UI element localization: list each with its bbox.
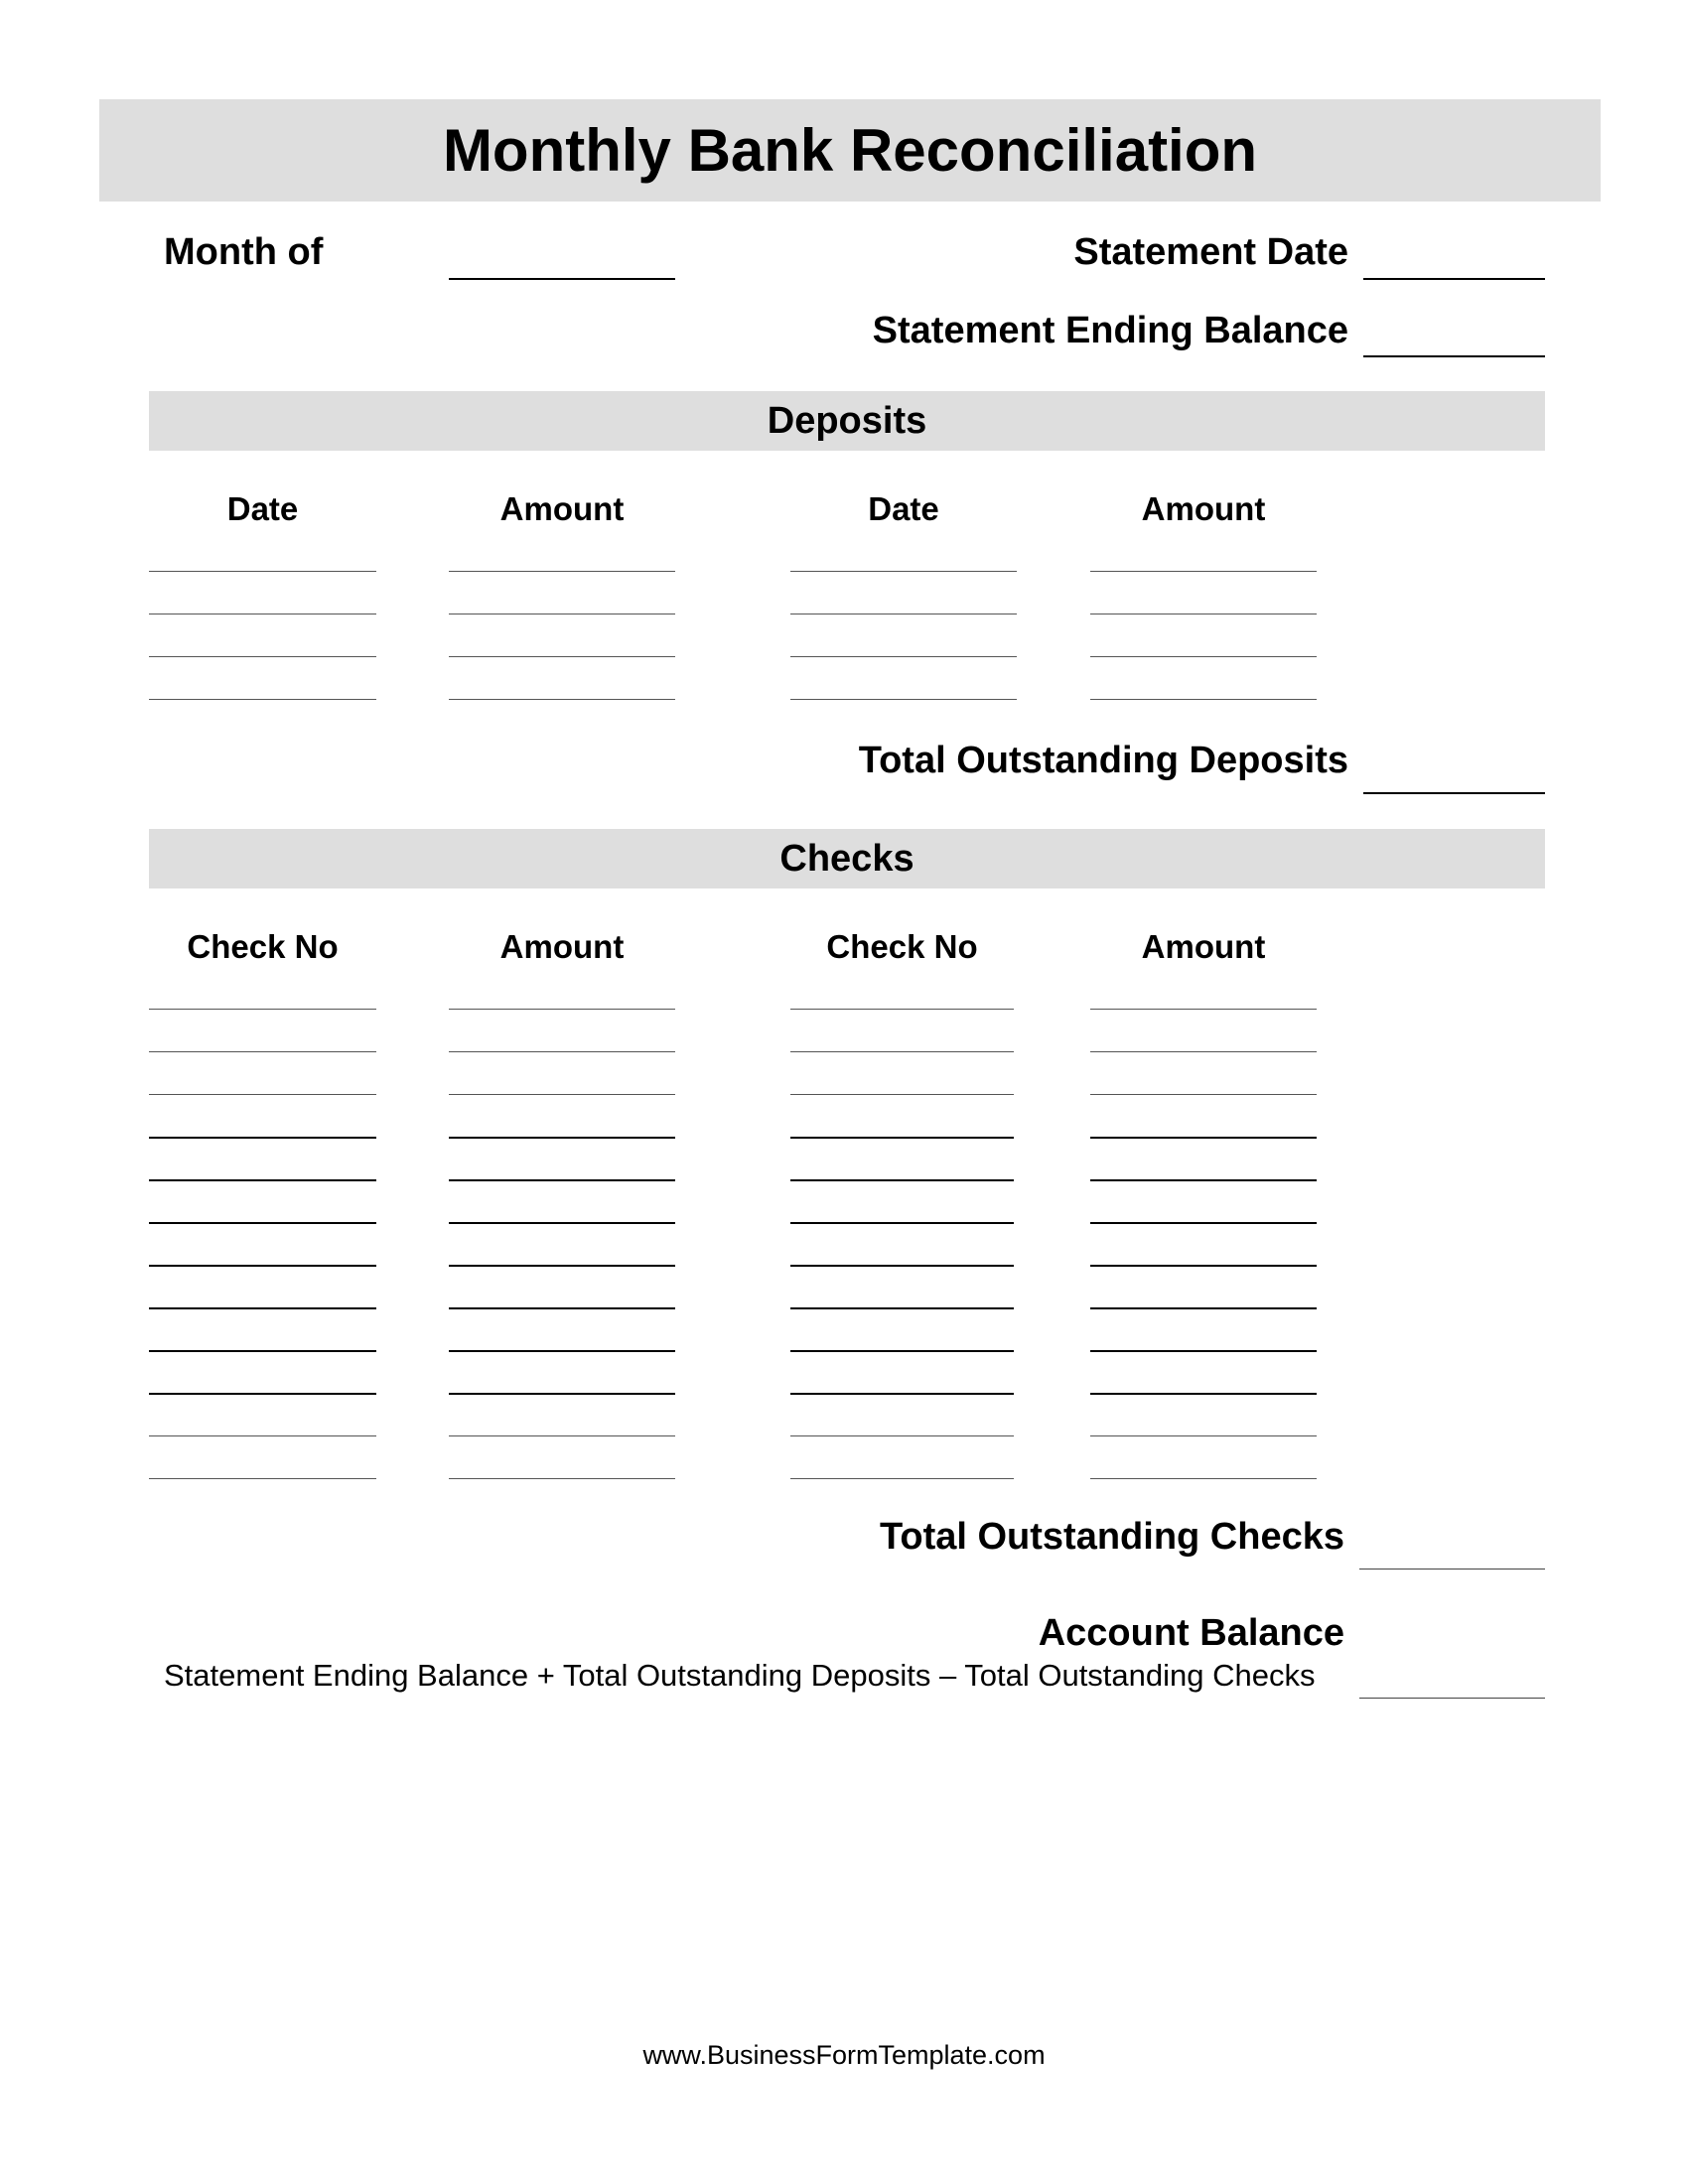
checks-entry-line[interactable] [790, 1435, 1014, 1436]
deposits-section-title: Deposits [767, 400, 927, 442]
deposits-entry-line[interactable] [790, 699, 1017, 700]
total-outstanding-deposits-label: Total Outstanding Deposits [858, 740, 1348, 781]
checks-entry-line[interactable] [149, 1478, 376, 1479]
deposits-col-date-1: Date [226, 490, 299, 527]
deposits-entry-line[interactable] [449, 699, 675, 700]
checks-entry-line[interactable] [449, 1094, 675, 1095]
deposits-entry-line[interactable] [790, 571, 1017, 572]
checks-entry-line[interactable] [1090, 1137, 1317, 1139]
statement-ending-balance-label: Statement Ending Balance [872, 310, 1348, 351]
checks-entry-line[interactable] [449, 1265, 675, 1267]
checks-entry-line[interactable] [449, 1350, 675, 1352]
checks-entry-line[interactable] [1090, 1009, 1317, 1010]
month-of-field[interactable] [449, 278, 675, 280]
checks-entry-line[interactable] [790, 1137, 1014, 1139]
checks-entry-line[interactable] [790, 1051, 1014, 1052]
checks-entry-line[interactable] [449, 1307, 675, 1309]
checks-col-amount-2: Amount [1141, 928, 1266, 965]
total-outstanding-deposits-field[interactable] [1363, 792, 1545, 794]
checks-entry-line[interactable] [149, 1137, 376, 1139]
checks-entry-line[interactable] [1090, 1478, 1317, 1479]
deposits-entry-line[interactable] [449, 571, 675, 572]
checks-entry-line[interactable] [790, 1307, 1014, 1309]
checks-entry-line[interactable] [149, 1009, 376, 1010]
checks-entry-line[interactable] [790, 1179, 1014, 1181]
checks-entry-line[interactable] [1090, 1179, 1317, 1181]
account-balance-formula: Statement Ending Balance + Total Outstanding Deposits – Total Outstanding Checks [164, 1658, 1316, 1693]
checks-entry-line[interactable] [790, 1393, 1014, 1395]
checks-entry-line[interactable] [790, 1350, 1014, 1352]
checks-entry-line[interactable] [449, 1478, 675, 1479]
deposits-entry-line[interactable] [790, 656, 1017, 657]
checks-entry-line[interactable] [149, 1435, 376, 1436]
checks-entry-line[interactable] [1090, 1222, 1317, 1224]
page-title: Monthly Bank Reconciliation [442, 117, 1258, 184]
deposits-entry-line[interactable] [149, 571, 376, 572]
checks-entry-line[interactable] [149, 1094, 376, 1095]
footer-url: www.BusinessFormTemplate.com [642, 2040, 1046, 2070]
checks-entry-line[interactable] [1090, 1435, 1317, 1436]
checks-entry-line[interactable] [790, 1478, 1014, 1479]
checks-entry-line[interactable] [790, 1094, 1014, 1095]
total-outstanding-checks-label: Total Outstanding Checks [879, 1516, 1344, 1558]
checks-entry-line[interactable] [449, 1435, 675, 1436]
checks-entry-line[interactable] [149, 1393, 376, 1395]
checks-entry-line[interactable] [449, 1137, 675, 1139]
checks-entry-line[interactable] [449, 1179, 675, 1181]
checks-entry-line[interactable] [149, 1179, 376, 1181]
checks-entry-line[interactable] [1090, 1094, 1317, 1095]
statement-ending-balance-field[interactable] [1363, 355, 1545, 357]
checks-entry-line[interactable] [790, 1222, 1014, 1224]
account-balance-field[interactable] [1359, 1698, 1545, 1699]
checks-entry-line[interactable] [1090, 1393, 1317, 1395]
checks-col-check-no-1: Check No [187, 928, 339, 965]
account-balance-label: Account Balance [1038, 1612, 1344, 1654]
checks-section-title: Checks [779, 838, 914, 880]
deposits-entry-line[interactable] [1090, 571, 1317, 572]
deposits-entry-line[interactable] [149, 699, 376, 700]
checks-entry-line[interactable] [790, 1265, 1014, 1267]
deposits-col-amount-2: Amount [1141, 490, 1266, 527]
statement-date-label: Statement Date [1073, 231, 1348, 273]
checks-entry-line[interactable] [149, 1222, 376, 1224]
total-outstanding-checks-field[interactable] [1359, 1569, 1545, 1570]
checks-entry-line[interactable] [449, 1051, 675, 1052]
checks-entry-line[interactable] [1090, 1051, 1317, 1052]
checks-entry-line[interactable] [1090, 1350, 1317, 1352]
checks-col-check-no-2: Check No [826, 928, 978, 965]
checks-entry-line[interactable] [449, 1009, 675, 1010]
checks-entry-line[interactable] [449, 1222, 675, 1224]
checks-entry-line[interactable] [1090, 1265, 1317, 1267]
deposits-col-amount-1: Amount [499, 490, 625, 527]
deposits-entry-line[interactable] [149, 656, 376, 657]
checks-col-amount-1: Amount [499, 928, 625, 965]
deposits-entry-line[interactable] [1090, 699, 1317, 700]
deposits-entry-line[interactable] [449, 656, 675, 657]
checks-entry-line[interactable] [1090, 1307, 1317, 1309]
deposits-col-date-2: Date [868, 490, 939, 527]
checks-entry-line[interactable] [149, 1265, 376, 1267]
checks-entry-line[interactable] [149, 1350, 376, 1352]
checks-entry-line[interactable] [149, 1307, 376, 1309]
checks-entry-line[interactable] [449, 1393, 675, 1395]
checks-entry-line[interactable] [790, 1009, 1014, 1010]
checks-entry-line[interactable] [149, 1051, 376, 1052]
statement-date-field[interactable] [1363, 278, 1545, 280]
deposits-entry-line[interactable] [1090, 656, 1317, 657]
month-of-label: Month of [164, 231, 324, 273]
